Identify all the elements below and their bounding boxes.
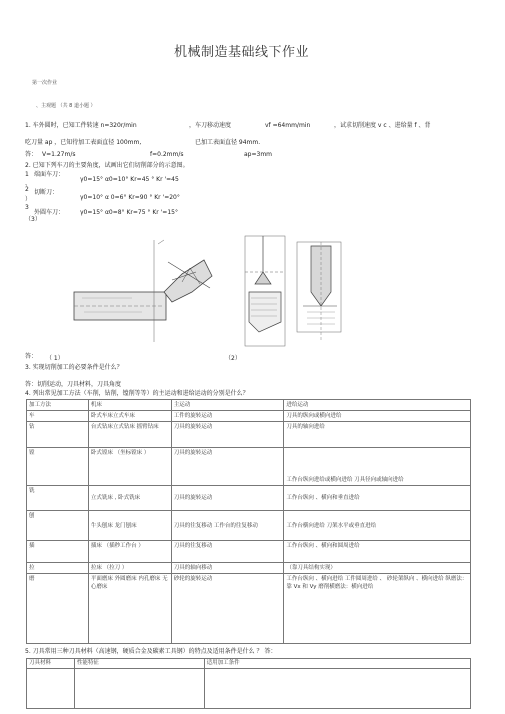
table-cell: 拉 [27, 563, 89, 574]
table-cell [204, 669, 470, 709]
table-cell: 刀具的旋转运动 [171, 448, 284, 486]
q1-line1-d: ，试求切削速度 v c 、进给量 f 、背 [334, 122, 431, 129]
table-row [27, 574, 471, 644]
table-header-row [27, 659, 471, 669]
table-row [27, 448, 471, 486]
q2-item-2-num: 2 [25, 186, 29, 193]
table-row [27, 422, 471, 448]
table-cell: 砂轮的旋转运动 [171, 574, 284, 644]
q1-answer-ap: ap=3mm [244, 151, 273, 158]
table-header-row [27, 400, 471, 411]
q2-item-2-angles: γ0=10° α 0=6° Κr=90 ° Κr '=20° [80, 194, 180, 201]
table-cell: 插 [27, 541, 89, 563]
q3-answer: 答：切削运动，刀具材料，刀具角度 [25, 381, 122, 388]
q1-answer-vc: V=1.27m/s [42, 151, 76, 158]
figure-1-end-face-tool [72, 232, 222, 347]
table-header-conditions: 适用加工条件 [204, 659, 470, 669]
q2-item-2-sep: ） [25, 196, 32, 203]
table-cell: 刀具的往复移动 工作台的往复移动 [171, 511, 284, 541]
tool-material-table [26, 658, 471, 709]
table-cell: 钻 [27, 422, 89, 448]
table-cell: 工作台纵向 、横向进给 工件圆周进给 、 砂轮架纵向 、横向进给 纵磨法：靠 Vx 和 Vy 磨削横磨法：横向进给 [284, 574, 471, 644]
table-cell [27, 669, 75, 709]
fig2-right-tool [297, 242, 341, 342]
table-cell: 工作台纵向进给或横向进给 刀具径向或轴向进给 [284, 448, 471, 486]
table-row [27, 486, 471, 511]
table-row [27, 541, 471, 563]
table-cell: 刀具的轴向移动 [171, 563, 284, 574]
table-row [27, 411, 471, 422]
table-cell: 刀具的旋转运动 [171, 422, 284, 448]
q1-line1-b: ，车刀移动速度 [189, 122, 232, 129]
q2-answer-label: 答： [25, 353, 38, 360]
section-label: 第一次作业 [32, 80, 58, 86]
table-cell: 刀具的往复移动 [171, 541, 284, 563]
q1-line2-a: 吃刀量 ap ，已知待加工表面直径 100mm, [25, 139, 142, 146]
subtitle: 、主观题 （共 8 道小题 ） [36, 103, 96, 109]
table-header-main-motion: 主运动 [171, 400, 284, 411]
table-cell: 磨 [27, 574, 89, 644]
q1-line1-a: 1. 车外圆时，已知工件转速 n=320r/min [25, 122, 137, 129]
table-cell: 工作台纵向 、横向和垂直进给 [284, 486, 471, 511]
table-header-feed-motion: 进给运动 [284, 400, 471, 411]
table-cell: 卧式镗床 （坐标镗床 ） [88, 448, 171, 486]
table-cell: 拉床 （拉刀 ） [88, 563, 171, 574]
motion-table [26, 399, 471, 644]
fig1-workpiece [74, 292, 166, 320]
table-cell: 镗 [27, 448, 89, 486]
table-cell: 平面磨床 外圆磨床 内孔磨床 无心磨床 [88, 574, 171, 644]
table-cell [74, 669, 204, 709]
q2-item-3-num: 3 [25, 204, 29, 211]
q2-question: 2. 已知下列车刀的主要角度，试画出它们切削部分的示意图。 [25, 162, 189, 169]
table-row [27, 511, 471, 541]
q2-item-3-angles: γ0=15° α0=8° Κr=75 ° Κr '=15° [80, 209, 178, 216]
table-cell: 车 [27, 411, 89, 422]
fig2-left-tool [245, 236, 285, 346]
table-cell: 台式钻床立式钻床 摇臂钻床 [88, 422, 171, 448]
table-cell: 刨 [27, 511, 89, 541]
figure-1-label: （ 1） [46, 355, 64, 362]
q3-question: 3. 实现切削加工的必要条件是什么？ [25, 364, 123, 371]
q2-item-3-tail: （3） [25, 216, 41, 223]
q2-item-1-name: 端面车刀： [34, 171, 65, 178]
table-cell: 刀具的旋转运动 [171, 486, 284, 511]
q1-answer-f: f=0.2mm/s [150, 151, 184, 158]
table-cell: 刀具的轴向进给 [284, 422, 471, 448]
q1-line2-b: 已加工表面直径 94mm. [195, 139, 261, 146]
q2-item-1-angles: γ0=15° α0=10° Κr=45 ° Κr '=45 [80, 176, 179, 183]
q2-item-1-sep: 、 [25, 180, 32, 187]
figure-2-cutting-tools [241, 232, 346, 354]
q2-item-3-name: 外圆车刀： [34, 209, 65, 216]
q1-answer-label: 答： [25, 151, 38, 158]
table-cell: 立式铣床 , 卧式铣床 [88, 486, 171, 511]
q1-line1-c: vf =64mm/min [265, 122, 311, 129]
table-cell: 卧式车床立式车床 [88, 411, 171, 422]
table-row [27, 563, 471, 574]
page-title: 机械制造基础线下作业 [174, 45, 310, 60]
q2-item-2-name: 切断刀： [34, 189, 59, 196]
table-header-properties: 性能特征 [74, 659, 204, 669]
q4-question: 4. 列出常见加工方法（车削，钻削，镗削等等）的主运动和进给运动的分别是什么？ [25, 390, 249, 397]
q2-item-1-num: 1 [25, 171, 29, 178]
table-cell: 工作台横向进给 刀架水平或垂直进给 [284, 511, 471, 541]
table-header-method: 加工方法 [27, 400, 89, 411]
fig1-tool [164, 260, 212, 302]
table-cell: 牛头刨床 龙门刨床 [88, 511, 171, 541]
table-cell: 工作台纵向 、横向和圆周进给 [284, 541, 471, 563]
table-cell: 刀具的纵向或横向进给 [284, 411, 471, 422]
table-row [27, 669, 471, 709]
table-cell: （靠刀具结构实现） [284, 563, 471, 574]
table-cell: 铣 [27, 486, 89, 511]
figure-2-label: （2） [225, 355, 241, 362]
table-header-machine: 机床 [88, 400, 171, 411]
q5-question: 5. 刀具常用三种刀具材料（高速钢，硬质合金及碳素工具钢）的特点及适用条件是什么 ？ 答： [25, 648, 277, 655]
table-header-material: 刀具材料 [27, 659, 75, 669]
table-cell: 工件的旋转运动 [171, 411, 284, 422]
table-cell: 插床 （插秒工作台 ） [88, 541, 171, 563]
